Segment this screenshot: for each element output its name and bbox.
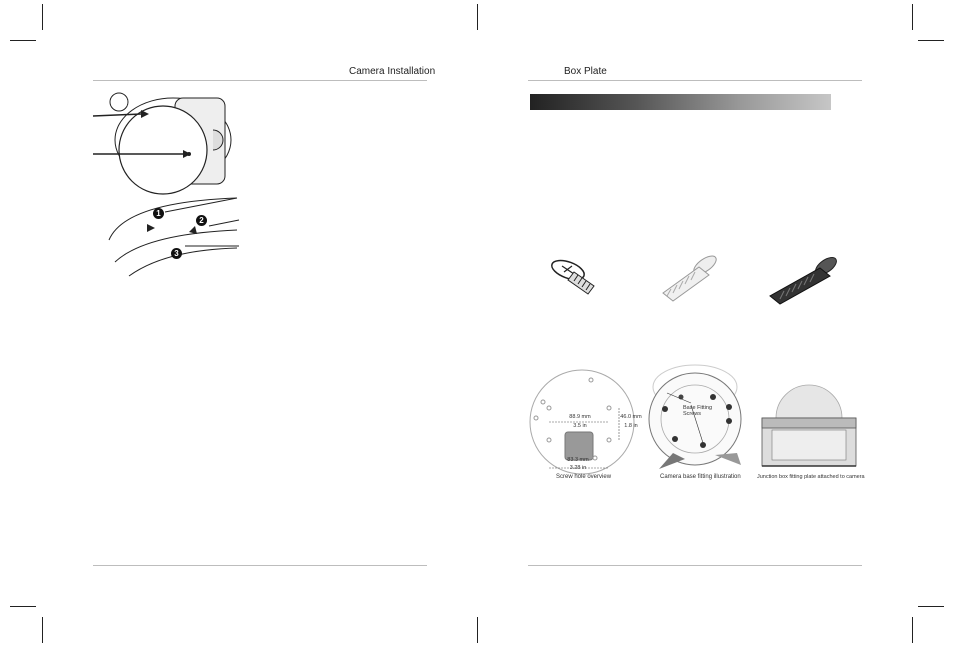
caption-screw-hole: Screw hole overview — [556, 474, 612, 480]
crop-mark — [10, 606, 36, 607]
footer-rule-left — [93, 565, 427, 566]
crop-mark — [10, 40, 36, 41]
step-badge-2: 2 — [196, 215, 207, 226]
base-fitting-label: Base Fitting Screws — [683, 405, 713, 417]
caption-junction-box: Junction box fitting plate attached to camera — [757, 474, 865, 480]
silver-screw-image — [655, 253, 720, 301]
section-heading-bar — [530, 94, 831, 110]
header-rule-right — [528, 80, 862, 81]
crop-mark — [42, 617, 43, 643]
crop-mark — [477, 4, 478, 30]
crop-mark — [918, 40, 944, 41]
step-badge-3: 3 — [171, 248, 182, 259]
dim-a-in: 3.5 in — [573, 423, 587, 429]
caption-base-fitting: Camera base fitting illustration — [660, 474, 741, 480]
page-header-left: Camera Installation — [349, 66, 436, 77]
dim-b-in: 1.8 in — [624, 423, 638, 429]
crop-mark — [912, 617, 913, 643]
crop-mark — [42, 4, 43, 30]
footer-rule-right — [528, 565, 862, 566]
crop-mark — [918, 606, 944, 607]
short-screw-image — [548, 254, 603, 296]
rotation-detail-illustration — [105, 190, 245, 282]
dim-a-mm: 88.9 mm — [569, 414, 591, 420]
camera-dome-illustration — [93, 88, 253, 198]
crop-mark — [912, 4, 913, 30]
header-rule-left — [93, 80, 427, 81]
crop-mark — [477, 617, 478, 643]
step-badge-1: 1 — [153, 208, 164, 219]
black-screw-image — [766, 254, 841, 304]
dim-b-mm: 46.0 mm — [620, 414, 642, 420]
page-header-right: Box Plate — [564, 66, 607, 77]
dim-c-mm: 83.3 mm — [567, 457, 589, 463]
dim-c-in: 3.28 in — [569, 465, 587, 471]
junction-box-diagram — [760, 372, 858, 470]
